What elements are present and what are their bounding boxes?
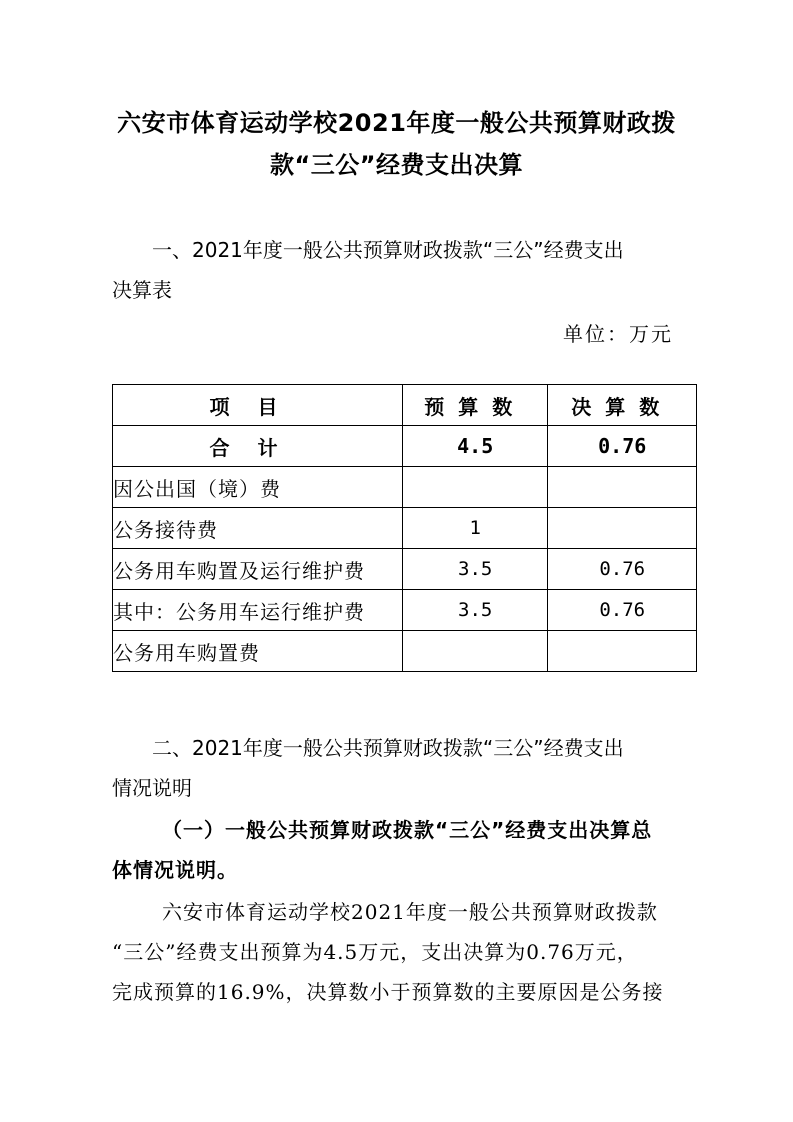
header-final-text: 决算数 bbox=[571, 394, 674, 419]
subsection1-heading-line2: 体情况说明。 bbox=[112, 858, 238, 882]
row-vehicle-purchase-final bbox=[548, 631, 697, 672]
row-vehicle-maintenance-final: 0.76 bbox=[548, 590, 697, 631]
unit-label: 单位：万元 bbox=[563, 322, 673, 346]
paragraph-line2: “三公”经费支出预算为4.5万元，支出决算为0.76万元， bbox=[112, 940, 638, 964]
subsection1-heading-line1: （一）一般公共预算财政拨款“三公”经费支出决算总 bbox=[162, 818, 653, 842]
row-total-label: 合计 bbox=[113, 426, 403, 467]
section2-heading-line1: 二、2021年度一般公共预算财政拨款“三公”经费支出 bbox=[152, 736, 624, 760]
row-vehicle-purchase-budget bbox=[402, 631, 548, 672]
section2-heading-line2: 情况说明 bbox=[112, 776, 192, 800]
table-row-total bbox=[113, 426, 697, 467]
row-vehicle-maintenance-label: 其中：公务用车运行维护费 bbox=[113, 590, 403, 631]
row-vehicle-maintenance-budget: 3.5 bbox=[402, 590, 548, 631]
table-row-overseas bbox=[113, 467, 697, 508]
row-vehicle-purchase-label: 公务用车购置费 bbox=[113, 631, 403, 672]
table-header-row bbox=[113, 385, 697, 426]
header-item bbox=[113, 385, 403, 426]
row-vehicle-final: 0.76 bbox=[548, 549, 697, 590]
section1-heading bbox=[112, 230, 682, 310]
table-row-vehicle bbox=[113, 549, 697, 590]
row-overseas-budget bbox=[402, 467, 548, 508]
header-item-text: 项目 bbox=[209, 394, 306, 419]
row-vehicle-budget: 3.5 bbox=[402, 549, 548, 590]
row-total-final: 0.76 bbox=[548, 426, 697, 467]
row-total-budget: 4.5 bbox=[402, 426, 548, 467]
section1-heading-line2: 决算表 bbox=[112, 278, 172, 302]
document-title-line1: 六安市体育运动学校2021年度一般公共预算财政拨 bbox=[117, 109, 676, 137]
section2-heading bbox=[112, 728, 682, 808]
table-row-reception bbox=[113, 508, 697, 549]
table-row-vehicle-purchase bbox=[113, 631, 697, 672]
row-reception-budget: 1 bbox=[402, 508, 548, 549]
subsection1-heading bbox=[112, 810, 682, 890]
three-public-expenses-table bbox=[112, 384, 697, 672]
row-overseas-final bbox=[548, 467, 697, 508]
row-overseas-label: 因公出国（境）费 bbox=[113, 467, 403, 508]
row-vehicle-label: 公务用车购置及运行维护费 bbox=[113, 549, 403, 590]
table-row-vehicle-maintenance bbox=[113, 590, 697, 631]
paragraph-line1: 六安市体育运动学校2021年度一般公共预算财政拨款 bbox=[162, 900, 658, 924]
row-reception-label: 公务接待费 bbox=[113, 508, 403, 549]
header-budget-text: 预算数 bbox=[424, 394, 527, 419]
paragraph-line3: 完成预算的16.9%，决算数小于预算数的主要原因是公务接 bbox=[112, 980, 664, 1004]
section1-heading-line1: 一、2021年度一般公共预算财政拨款“三公”经费支出 bbox=[152, 238, 624, 262]
document-title-line2: 款“三公”经费支出决算 bbox=[269, 151, 524, 179]
row-reception-final bbox=[548, 508, 697, 549]
body-paragraph bbox=[112, 892, 682, 1012]
header-budget bbox=[402, 385, 548, 426]
header-final bbox=[548, 385, 697, 426]
